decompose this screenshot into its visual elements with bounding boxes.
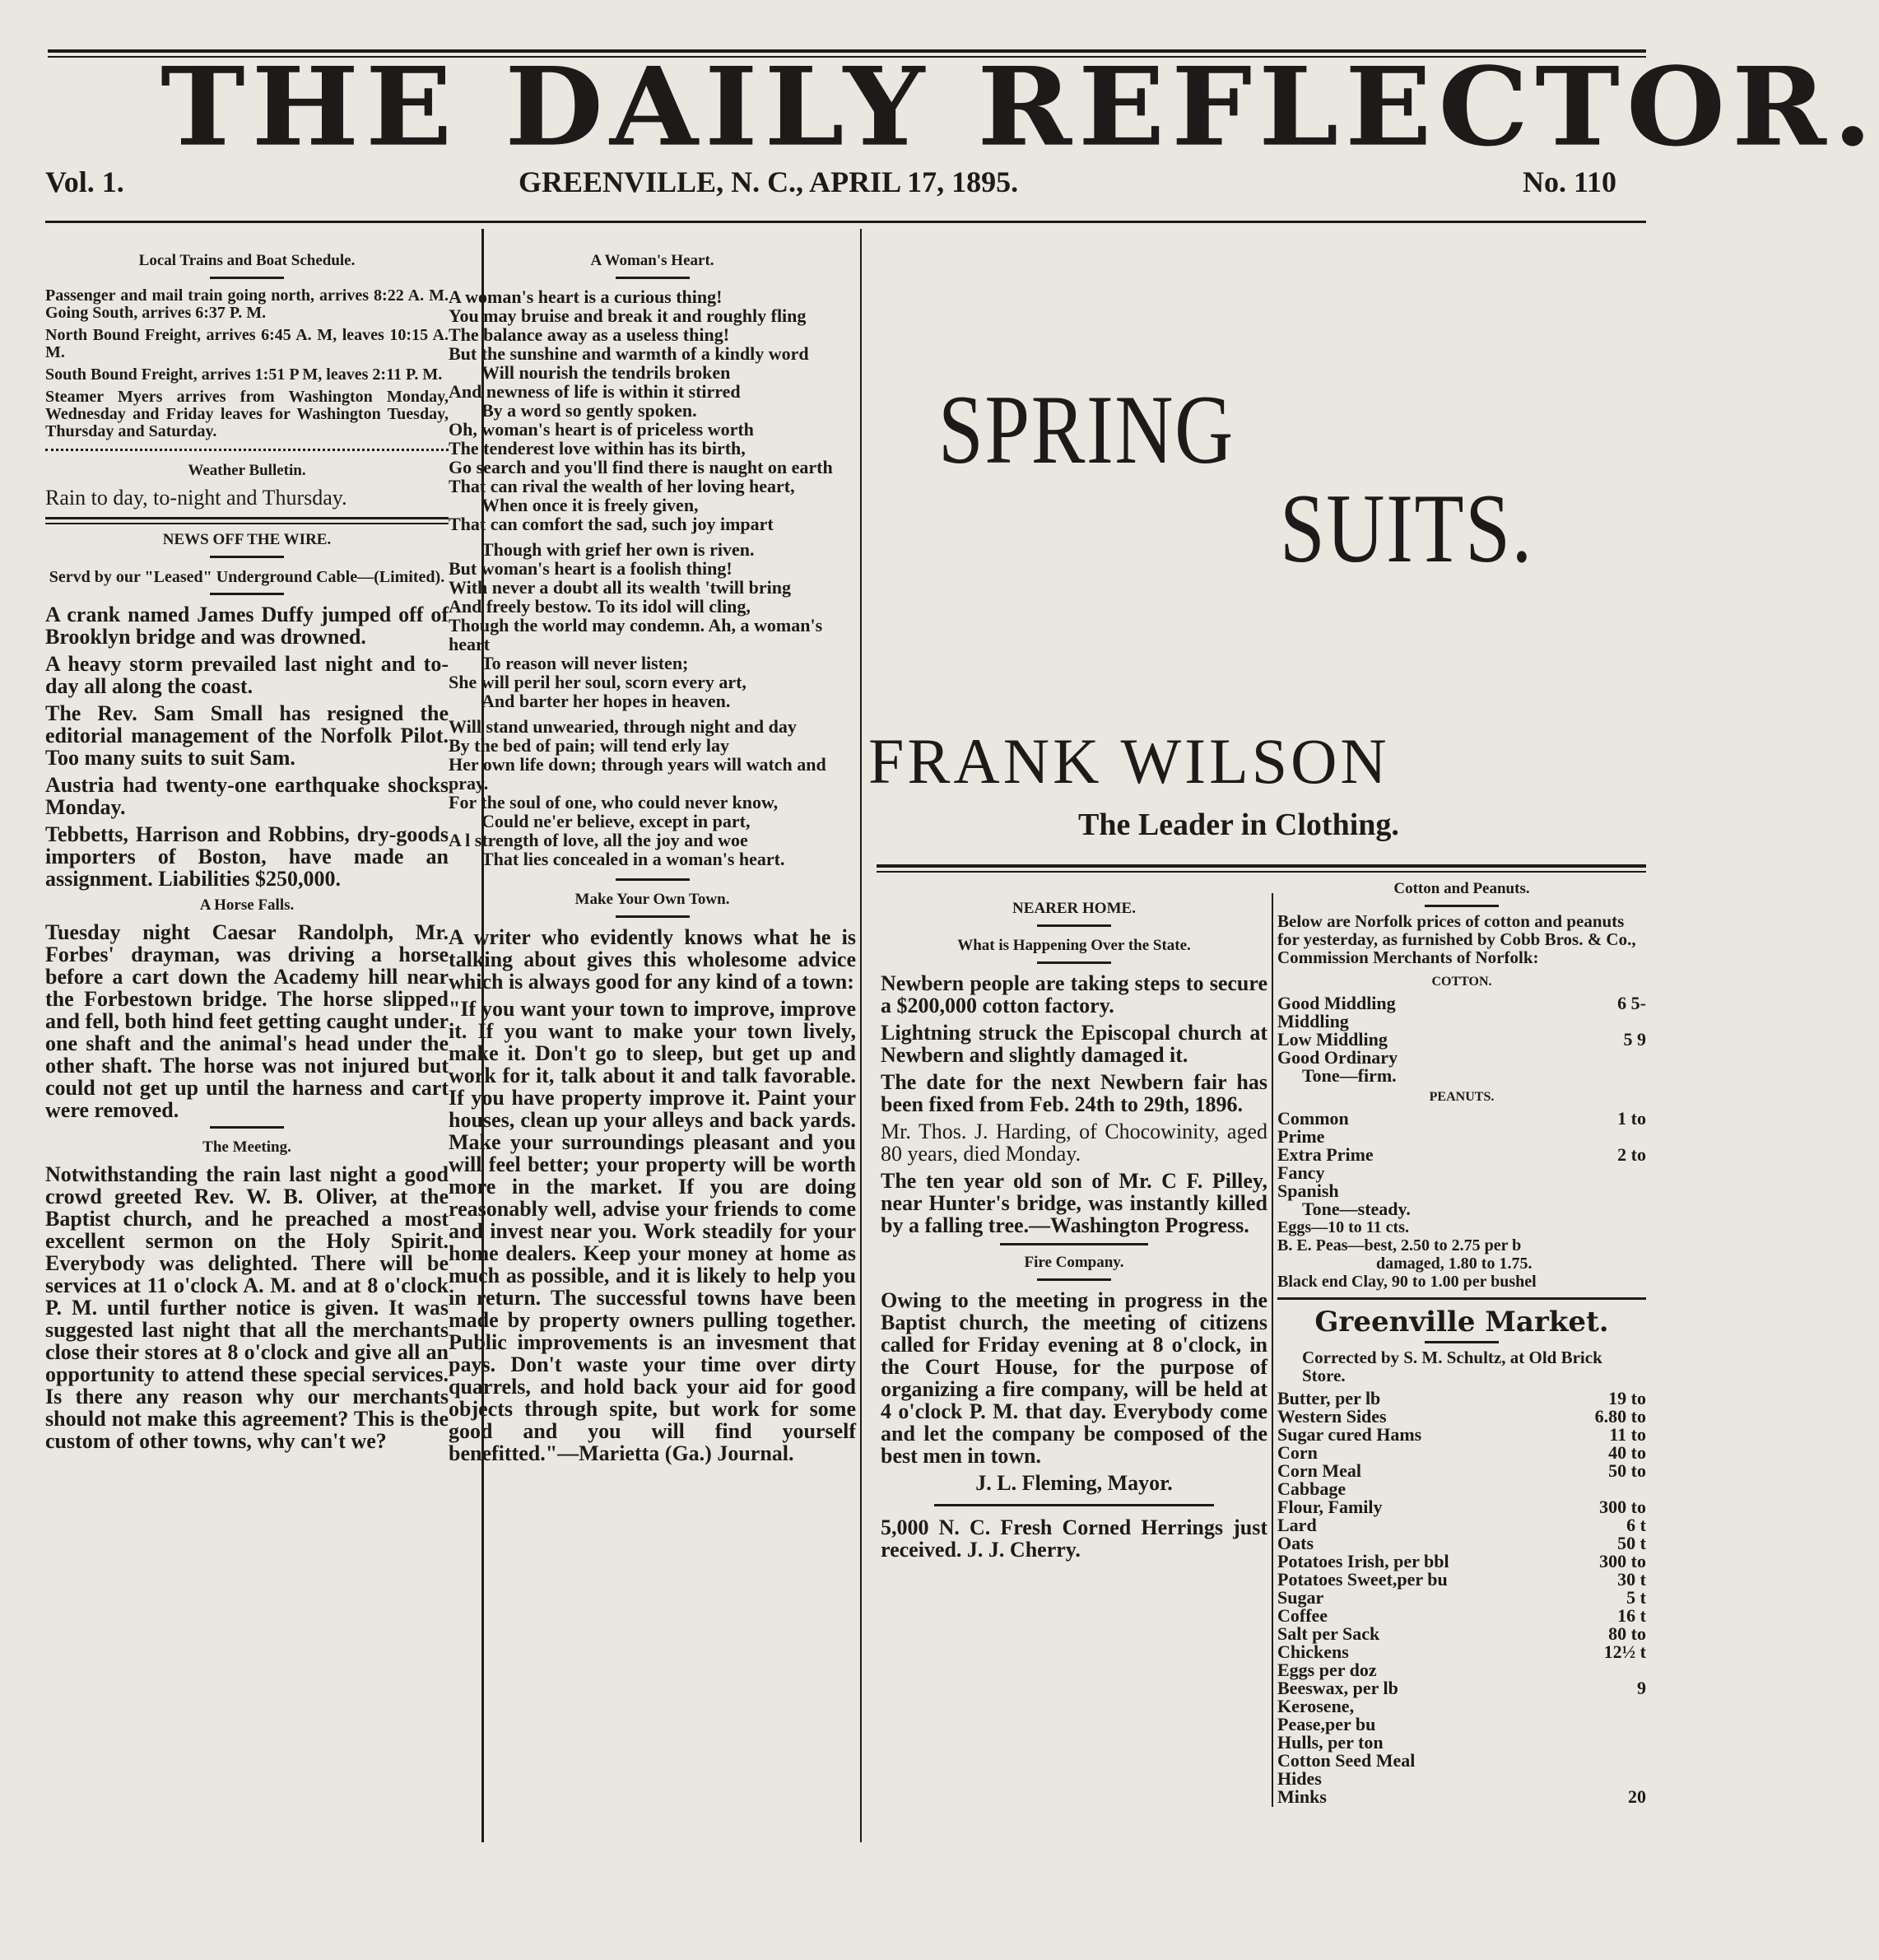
dateline-rule (45, 221, 1646, 223)
state-item: Lightning struck the Episcopal church at Newbern and slightly damaged it. (881, 1021, 1267, 1067)
poem-line: That lies concealed in a woman's heart. (481, 849, 785, 869)
divider (934, 1504, 1214, 1506)
row-price: 300 to (1599, 1497, 1646, 1517)
poem-line: That can rival the wealth of her loving heart, (449, 476, 795, 496)
horse-heading: A Horse Falls. (199, 896, 295, 914)
poem-line: A woman's heart is a curious thing! (449, 286, 723, 307)
row-price: 80 to (1608, 1623, 1646, 1644)
row-label: Hides (1277, 1768, 1322, 1789)
volume-number: Vol. 1. (45, 165, 124, 198)
row-label: Tone—firm. (1302, 1065, 1397, 1086)
row-label: Corn Meal (1277, 1460, 1362, 1481)
market-intro: Corrected by S. M. Schultz, at Old Brick Store. (1302, 1348, 1602, 1385)
price-row (1277, 1534, 1646, 1553)
row-label: Coffee (1277, 1605, 1328, 1626)
cotton-table (1277, 994, 1646, 1085)
masthead-title: THE DAILY REFLECTOR. (160, 43, 1879, 170)
row-label: Good Middling (1277, 993, 1396, 1013)
price-row (1277, 1734, 1646, 1752)
price-row (1277, 1516, 1646, 1534)
row-label: Extra Prime (1277, 1144, 1374, 1165)
schedule-heading: Local Trains and Boat Schedule. (138, 252, 356, 269)
column-divider (860, 229, 862, 1842)
divider (1000, 1243, 1148, 1245)
extra-line: damaged, 1.80 to 1.75. (1376, 1255, 1533, 1273)
row-label: Corn (1277, 1442, 1318, 1463)
row-label: Salt per Sack (1277, 1623, 1380, 1644)
row-price: 19 to (1608, 1388, 1646, 1408)
short-rule (1425, 1341, 1499, 1343)
short-rule (210, 556, 284, 558)
state-item: The ten year old son of Mr. C F. Pilley, near Hunter's bridge, was instantly killed by a falling tree.—Washington Progress. (881, 1169, 1267, 1237)
price-row (1277, 1390, 1646, 1408)
short-rule (210, 1126, 284, 1129)
short-rule (1037, 961, 1111, 964)
price-row (1277, 1770, 1646, 1788)
news-heading: NEWS OFF THE WIRE. (162, 531, 332, 548)
price-row (1277, 1498, 1646, 1516)
price-row (1277, 1013, 1646, 1031)
row-label: Oats (1277, 1533, 1314, 1553)
nearer-home-heading: NEARER HOME. (1012, 900, 1136, 917)
price-row (1277, 1049, 1646, 1067)
price-row (1277, 1716, 1646, 1734)
row-label: Middling (1277, 1011, 1349, 1031)
horse-story: Tuesday night Caesar Randolph, Mr. Forbes' drayman, was driving a horse before a cart down the Academy hill near the Forbestown bridge. The horse slipped and fell, both hind feet getting caught under one shaft and the animal's head under the other shaft. The horse was not injured but could not get up until the harness and cart were removed. (45, 920, 449, 1122)
news-item: A heavy storm prevailed last night and to-day all along the coast. (45, 652, 449, 698)
ad-spring: SPRING (938, 375, 1235, 484)
row-price: 5 t (1626, 1587, 1646, 1608)
ad-name: FRANK WILSON (868, 725, 1390, 797)
column-1 (45, 247, 449, 1844)
row-price: 1 to (1617, 1108, 1646, 1129)
poem-line: Oh, woman's heart is of priceless worth (449, 419, 754, 440)
row-label: Butter, per lb (1277, 1388, 1381, 1408)
schedule-item: Passenger and mail train going north, arrives 8:22 A. M. Going South, arrives 6:37 P. M. (45, 286, 449, 322)
state-item: The date for the next Newbern fair has been fixed from Feb. 24th to 29th, 1896. (881, 1070, 1267, 1116)
issue-number: No. 110 (1523, 165, 1617, 198)
row-label: Low Middling (1277, 1029, 1388, 1050)
poem-line: And barter her hopes in heaven. (481, 691, 731, 711)
market-heading: Greenville Market. (1314, 1306, 1609, 1338)
dateline: GREENVILLE, N. C., APRIL 17, 1895. (519, 165, 1019, 198)
divider (45, 449, 449, 452)
price-row (1277, 1679, 1646, 1697)
cotton-heading: Cotton and Peanuts. (1393, 880, 1530, 897)
price-row (1277, 1200, 1646, 1218)
row-label: Sugar (1277, 1587, 1324, 1608)
price-row (1277, 1607, 1646, 1625)
poem-line: Though the world may condemn. Ah, a woman's heart (449, 615, 823, 654)
news-item: The Rev. Sam Small has resigned the editorial management of the Norfolk Pilot. Too many suits to suit Sam. (45, 701, 449, 770)
town-intro: A writer who evidently knows what he is talking about gives this wholesome advice which is always good for any kind of a town: (449, 925, 856, 994)
fire-signature: J. L. Fleming, Mayor. (975, 1471, 1173, 1495)
row-label: Kerosene, (1277, 1696, 1355, 1716)
price-row (1277, 1426, 1646, 1444)
column-3 (881, 893, 1267, 1848)
price-row (1277, 1643, 1646, 1661)
poem-line: But woman's heart is a foolish thing! (449, 558, 733, 579)
poem-line: Could ne'er believe, except in part, (481, 811, 751, 831)
row-label: Fancy (1277, 1162, 1325, 1183)
extra-prices (1277, 1218, 1646, 1291)
meeting-heading: The Meeting. (202, 1138, 291, 1156)
short-rule (616, 878, 690, 881)
column-2 (449, 245, 856, 1842)
price-row (1277, 1182, 1646, 1200)
poem-line: She will peril her soul, scorn every art, (449, 672, 746, 692)
row-price: 50 t (1617, 1533, 1646, 1553)
price-row (1277, 1625, 1646, 1643)
row-price: 12½ t (1603, 1641, 1646, 1662)
row-price: 9 (1637, 1678, 1646, 1698)
ad-rule-thin (877, 871, 1646, 873)
row-label: Prime (1277, 1126, 1325, 1147)
poem-line: That can comfort the sad, such joy impart (449, 514, 774, 534)
ad-suits: SUITS. (1280, 473, 1533, 583)
poem-heading: A Woman's Heart. (590, 252, 714, 269)
column-divider (1272, 893, 1273, 1807)
row-label: Flour, Family (1277, 1497, 1383, 1517)
price-row (1277, 994, 1646, 1013)
price-row (1277, 1697, 1646, 1716)
row-label: Good Ordinary (1277, 1047, 1398, 1068)
fire-heading: Fire Company. (1024, 1254, 1124, 1271)
news-item: Austria had twenty-one earthquake shocks Monday. (45, 773, 449, 819)
price-row (1277, 1128, 1646, 1146)
schedule-item: South Bound Freight, arrives 1:51 P M, leaves 2:11 P. M. (45, 365, 443, 384)
price-row (1277, 1031, 1646, 1049)
price-row (1277, 1110, 1646, 1128)
divider (1277, 1297, 1646, 1300)
town-heading: Make Your Own Town. (574, 891, 730, 908)
price-row (1277, 1553, 1646, 1571)
row-price: 300 to (1599, 1551, 1646, 1571)
poem-line: The balance away as a useless thing! (449, 324, 730, 345)
cotton-label: COTTON. (1431, 975, 1492, 989)
short-rule (1037, 924, 1111, 927)
double-rule (45, 517, 449, 519)
row-price: 6 5- (1617, 993, 1646, 1013)
row-price: 6.80 to (1594, 1406, 1646, 1427)
news-subheading: Servd by our "Leased" Underground Cable—(Limited). (49, 568, 445, 586)
poem-line: The tenderest love within has its birth, (449, 438, 746, 459)
row-label: Western Sides (1277, 1406, 1387, 1427)
row-price: 11 to (1609, 1424, 1646, 1445)
price-row (1277, 1462, 1646, 1480)
price-row (1277, 1480, 1646, 1498)
poem-line: By a word so gently spoken. (481, 400, 697, 421)
poem-line: You may bruise and break it and roughly fling (449, 305, 807, 326)
row-label: Lard (1277, 1515, 1317, 1535)
short-rule (210, 277, 284, 279)
poem-line: To reason will never listen; (481, 653, 689, 673)
row-label: Chickens (1277, 1641, 1349, 1662)
row-label: Tone—steady. (1302, 1199, 1411, 1219)
schedule-item: Steamer Myers arrives from Washington Monday, Wednesday and Friday leaves for Washington Tuesday, Thursday and Saturday. (45, 388, 449, 440)
price-row (1277, 1444, 1646, 1462)
poem-line: Will stand unwearied, through night and day (449, 716, 797, 737)
meeting-story: Notwithstanding the rain last night a good crowd greeted Rev. W. B. Oliver, at the Baptist church, and he preached a most excellent sermon on the Holy Spirit. Everybody was delighted. There will be services at 11 o'clock A. M. and at 8 o'clock P. M. until further notice is given. It was suggested last night that all the merchants close their stores at 8 o'clock and give all an opportunity to attend these special services. Is there any reason why our merchants should not make this agreement? This is the custom of other towns, why can't we? (45, 1162, 449, 1453)
row-price: 5 9 (1623, 1029, 1646, 1050)
poem-line: And freely bestow. To its idol will cling, (449, 596, 751, 617)
row-price: 2 to (1617, 1144, 1646, 1165)
short-rule (1037, 1278, 1111, 1281)
price-row (1277, 1408, 1646, 1426)
fire-notice: Owing to the meeting in progress in the Baptist church, the meeting of citizens called for Friday evening at 8 o'clock, in the Court House, for the purpose of organizing a fire company, will be held at 4 o'clock P. M. that day. Everybody come and let the company be composed of the best men in town. (881, 1288, 1267, 1468)
row-label: Potatoes Sweet,per bu (1277, 1569, 1448, 1590)
price-row (1277, 1589, 1646, 1607)
row-label: Hulls, per ton (1277, 1732, 1384, 1753)
poem (449, 287, 856, 868)
price-row (1277, 1661, 1646, 1679)
row-label: Minks (1277, 1786, 1327, 1807)
price-row (1277, 1146, 1646, 1164)
cotton-intro: Below are Norfolk prices of cotton and peanuts for yesterday, as furnished by Cobb Bros. & Co., Commission Merchants of Norfolk: (1277, 911, 1636, 967)
short-rule (1425, 905, 1499, 907)
schedule-item: North Bound Freight, arrives 6:45 A. M, leaves 10:15 A. M. (45, 326, 449, 361)
nearer-home-subheading: What is Happening Over the State. (957, 937, 1191, 954)
peanuts-label: PEANUTS. (1429, 1090, 1495, 1104)
ad-tagline: The Leader in Clothing. (1078, 808, 1399, 842)
row-label: Potatoes Irish, per bbl (1277, 1551, 1449, 1571)
poem-line: Her own life down; through years will watch and pray. (449, 754, 826, 794)
poem-line: Though with grief her own is riven. (481, 539, 755, 560)
short-rule (210, 593, 284, 595)
extra-line: Eggs—10 to 11 cts. (1277, 1218, 1409, 1236)
poem-line: And newness of life is within it stirred (449, 381, 741, 402)
weather-text: Rain to day, to-night and Thursday. (45, 486, 347, 510)
row-price: 50 to (1608, 1460, 1646, 1481)
poem-line: A l strength of love, all the joy and woe (449, 830, 748, 850)
poem-line: But the sunshine and warmth of a kindly word (449, 343, 809, 364)
row-label: Eggs per doz (1277, 1660, 1377, 1680)
news-item: A crank named James Duffy jumped off of Brooklyn bridge and was drowned. (45, 603, 449, 649)
poem-line: Go search and you'll find there is naught on earth (449, 457, 833, 477)
row-price: 40 to (1608, 1442, 1646, 1463)
extra-line: B. E. Peas—best, 2.50 to 2.75 per b (1277, 1236, 1522, 1255)
column-4 (1277, 877, 1646, 1848)
price-row (1277, 1067, 1646, 1085)
price-row (1277, 1752, 1646, 1770)
price-row (1277, 1571, 1646, 1589)
price-row (1277, 1788, 1646, 1806)
short-rule (616, 915, 690, 918)
row-price: 6 t (1626, 1515, 1646, 1535)
double-rule (45, 523, 449, 524)
extra-line: Black end Clay, 90 to 1.00 per bushel (1277, 1273, 1537, 1291)
row-label: Sugar cured Hams (1277, 1424, 1422, 1445)
row-label: Pease,per bu (1277, 1714, 1376, 1734)
poem-line: With never a doubt all its wealth 'twill bring (449, 577, 792, 598)
row-label: Beeswax, per lb (1277, 1678, 1398, 1698)
poem-line: When once it is freely given, (481, 495, 699, 515)
news-item: Tebbetts, Harrison and Robbins, dry-goods importers of Boston, have made an assignment. Liabilities $250,000. (45, 822, 449, 891)
short-rule (616, 277, 690, 279)
row-label: Common (1277, 1108, 1349, 1129)
poem-line: By the bed of pain; will tend erly lay (449, 735, 730, 756)
town-quote: "If you want your town to improve, improve it. If you want to make your town lively, make it. Don't go to sleep, but get up and work for it, talk about it and talk favorable. If you have property improve it. Paint your houses, clean up your alleys and back yards. Make your surroundings pleasant and you will feel better; your property will be worth more in the market. If you are doing reasonably well, advise your friends to come and invest near you. Work steadily for your home dealers. Keep your money at home as much as possible, and it is likely to help you in return. The successful towns have been made by property owners pulling together. Public improvements is an invesment that pays. Don't waste your time over dirty quarrels, and hold back your aid for good objects through spite, but work for some good and you will find yourself benefitted."—Marietta (Ga.) Journal. (449, 997, 856, 1465)
row-price: 30 t (1617, 1569, 1646, 1590)
poem-line: For the soul of one, who could never know, (449, 792, 779, 812)
state-item: Newbern people are taking steps to secure a $200,000 cotton factory. (881, 971, 1267, 1017)
row-label: Spanish (1277, 1180, 1339, 1201)
row-label: Cabbage (1277, 1478, 1346, 1499)
row-price: 16 t (1617, 1605, 1646, 1626)
ad-rule (877, 864, 1646, 868)
market-table (1277, 1390, 1646, 1806)
weather-heading: Weather Bulletin. (188, 462, 306, 479)
poem-line: Will nourish the tendrils broken (481, 362, 731, 383)
price-row (1277, 1164, 1646, 1182)
row-price: 20 (1628, 1786, 1646, 1807)
herrings-notice: 5,000 N. C. Fresh Corned Herrings just received. J. J. Cherry. (881, 1515, 1267, 1562)
state-item: Mr. Thos. J. Harding, of Chocowinity, aged 80 years, died Monday. (881, 1120, 1267, 1166)
row-label: Cotton Seed Meal (1277, 1750, 1416, 1771)
peanuts-table (1277, 1110, 1646, 1218)
